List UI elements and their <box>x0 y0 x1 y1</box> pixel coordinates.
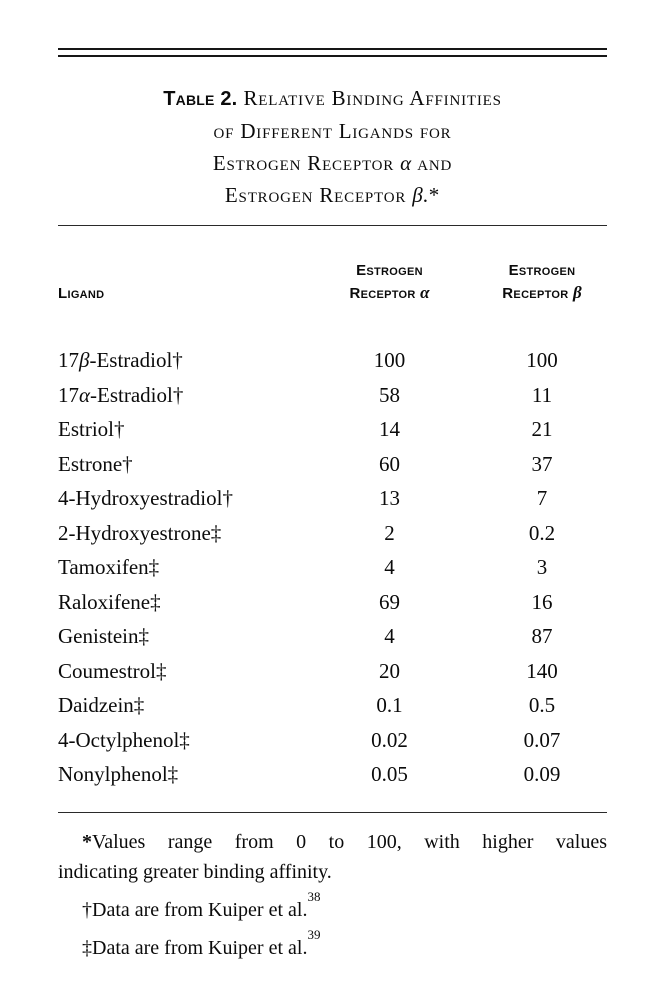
er-alpha-value: 4 <box>384 555 395 579</box>
footnotes <box>58 827 607 963</box>
er-alpha-value: 58 <box>379 382 400 407</box>
beta-symbol: β <box>572 283 582 302</box>
table-row <box>58 343 607 378</box>
table-row <box>58 412 607 447</box>
er-alpha-value: 60 <box>379 451 400 476</box>
table-number-label: Table 2. <box>163 88 238 110</box>
er-alpha-value: 20 <box>379 658 400 683</box>
ligand-cell: Coumestrol‡ <box>58 658 167 683</box>
double-dagger-marker: ‡ <box>82 936 92 959</box>
table-row <box>58 481 607 516</box>
footnote-asterisk <box>58 827 607 887</box>
footnote-separator-rule <box>58 812 607 813</box>
er-beta-value: 0.2 <box>528 520 556 545</box>
er-beta-value: 16 <box>531 589 553 614</box>
ligand-cell: Tamoxifen‡ <box>58 555 160 579</box>
er-alpha-value: 69 <box>379 589 400 614</box>
er-beta-value: 140 <box>526 658 558 683</box>
footnote-double-dagger: ‡Data are from Kuiper et al.$^{39}$ <box>82 926 321 959</box>
er-alpha-value: 13 <box>379 486 400 510</box>
table-title <box>58 82 607 211</box>
ligand-cell: 17β-Estradiol† <box>58 348 183 372</box>
column-header-er-beta: Estrogen Receptor β <box>502 262 582 302</box>
alpha-symbol: α <box>420 283 430 302</box>
ligand-cell: Daidzein‡ <box>58 693 145 717</box>
footnote-dagger: †Data are from Kuiper et al.$^{38}$ <box>82 888 321 921</box>
er-beta-value: 21 <box>531 417 553 441</box>
table-row <box>58 723 607 758</box>
er-alpha-value: 2 <box>384 520 395 545</box>
er-beta-value: 3 <box>536 555 548 579</box>
alpha-symbol: α <box>400 151 412 175</box>
er-beta-value: 87 <box>531 624 553 648</box>
ligand-cell: Nonylphenol‡ <box>58 762 179 786</box>
ligand-cell: 4-Hydroxyestradiol† <box>58 486 233 510</box>
table-row <box>58 378 607 413</box>
title-separator-rule <box>58 225 607 226</box>
table-body <box>58 343 607 792</box>
beta-symbol: β <box>412 183 423 207</box>
ligand-cell: Estriol† <box>58 417 125 441</box>
footnote-line: *Values range from 0 to 100, with higher values <box>82 830 607 853</box>
ligand-cell: Genistein‡ <box>58 624 149 648</box>
er-alpha-value: 100 <box>373 348 406 372</box>
er-beta-value: 11 <box>531 382 553 407</box>
er-beta-value: 37 <box>531 451 553 476</box>
table-header <box>58 228 607 343</box>
table-title-line-1 <box>58 82 607 115</box>
er-beta-value: 0.5 <box>528 693 556 717</box>
top-double-rule <box>58 48 607 57</box>
table-row <box>58 619 607 654</box>
er-beta-value: 7 <box>536 486 548 510</box>
table-row <box>58 585 607 620</box>
table-block <box>58 0 607 963</box>
table-row <box>58 550 607 585</box>
table-row <box>58 447 607 482</box>
title-text: Relative Binding Affinities <box>243 86 502 110</box>
er-alpha-value: 4 <box>384 624 395 648</box>
table-row <box>58 688 607 723</box>
ligand-cell: 2-Hydroxyestrone‡ <box>58 520 222 545</box>
er-alpha-value: 0.1 <box>376 693 403 717</box>
table-row <box>58 654 607 689</box>
binding-affinity-table <box>58 228 607 792</box>
ligand-cell: 4-Octylphenol‡ <box>58 727 190 752</box>
table-title-line-3: Estrogen Receptor α and <box>212 151 453 175</box>
asterisk-marker: * <box>82 830 92 853</box>
er-beta-value: 0.09 <box>523 762 561 786</box>
er-alpha-value: 0.02 <box>371 727 408 752</box>
er-beta-value: 100 <box>526 348 558 372</box>
column-header-ligand: Ligand <box>58 285 105 302</box>
table-row <box>58 516 607 551</box>
table-title-line-4: Estrogen Receptor β.* <box>224 183 441 207</box>
reference-39: 39 <box>307 926 321 942</box>
ligand-cell: Raloxifene‡ <box>58 589 161 614</box>
dagger-marker: † <box>82 898 92 921</box>
table-row <box>58 757 607 792</box>
table-title-line-2: of Different Ligands for <box>213 119 452 143</box>
er-alpha-value: 14 <box>379 417 400 441</box>
ligand-cell: Estrone† <box>58 451 133 476</box>
er-alpha-value: 0.05 <box>371 762 408 786</box>
ligand-cell: 17α-Estradiol† <box>58 382 184 407</box>
er-beta-value: 0.07 <box>523 727 561 752</box>
footnote-line: indicating greater binding affinity. <box>58 860 332 883</box>
reference-38: 38 <box>307 888 321 904</box>
column-header-er-alpha: Estrogen Receptor α <box>349 262 430 302</box>
